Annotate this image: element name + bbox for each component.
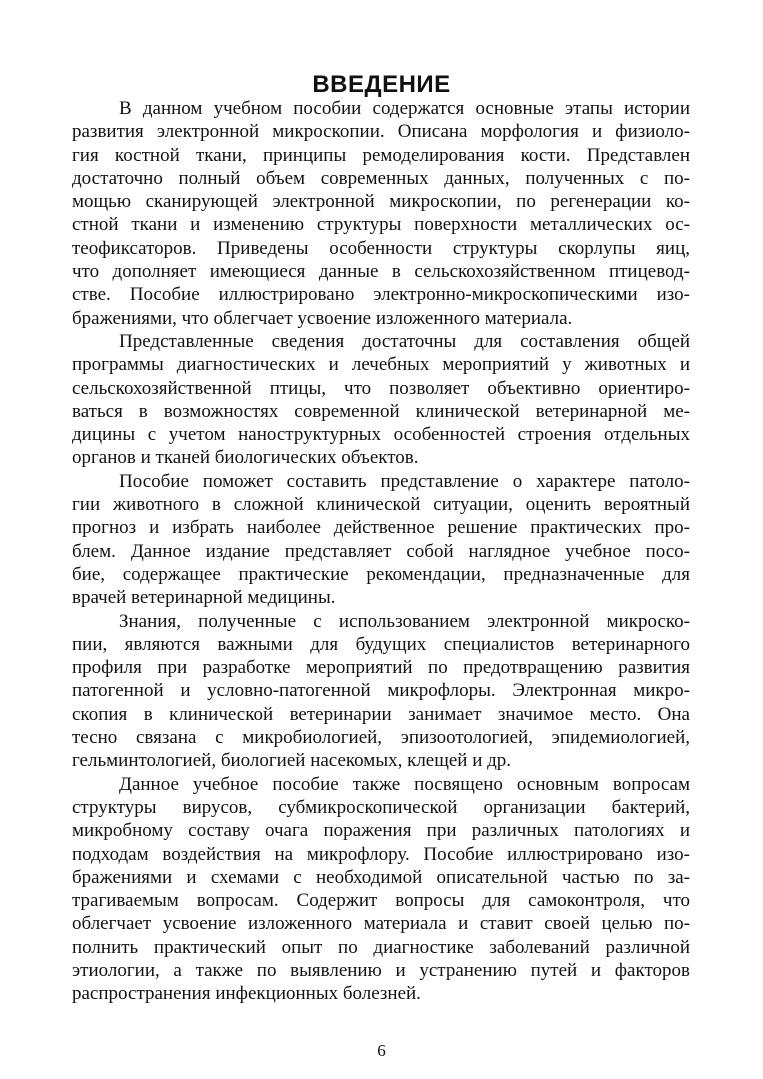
text-line: достаточно полный объем современных данных, полученных с по-: [72, 167, 690, 189]
text-line: Знания, полученные с использованием электронной микроско-: [119, 610, 690, 632]
text-line: бражениями, что облегчает усвоение изложенного материала.: [72, 307, 573, 329]
text-line: стной ткани и изменению структуры поверхности металлических ос-: [72, 214, 690, 236]
text-line: структуры вирусов, субмикроскопической организации бактерий,: [72, 796, 690, 818]
text-line: гельминтологией, биологией насекомых, клещей и др.: [72, 750, 512, 772]
text-line: патогенной и условно-патогенной микрофлоры. Электронная микро-: [72, 680, 690, 702]
page-number: 6: [377, 1041, 386, 1060]
text-line: программы диагностических и лечебных мероприятий у животных и: [72, 354, 690, 376]
text-line: пии, являются важными для будущих специалистов ветеринарного: [72, 633, 690, 655]
text-line: сельскохозяйственной птицы, что позволяет объективно ориентиро-: [72, 377, 690, 399]
page-title: ВВЕДЕНИЕ: [312, 71, 451, 99]
text-line: профиля при разработке мероприятий по предотвращению развития: [72, 657, 690, 679]
text-line: полнить практический опыт по диагностике заболеваний различной: [72, 936, 690, 958]
text-line: бражениями и схемами с необходимой описательной частью по за-: [72, 866, 690, 888]
text-line: что дополняет имеющиеся данные в сельскохозяйственном птицевод-: [72, 261, 690, 283]
paragraph-4: [72, 610, 690, 773]
text-line: прогноз и избрать наиболее действенное решение практических про-: [72, 517, 690, 539]
text-line: ваться в возможностях современной клинической ветеринарной ме-: [72, 400, 690, 422]
text-line: скопия в клинической ветеринарии занимает значимое место. Она: [72, 703, 690, 725]
text-line: гии животного в сложной клинической ситуации, оценить вероятный: [72, 494, 690, 516]
text-line: теофиксаторов. Приведены особенности структуры скорлупы яиц,: [72, 237, 690, 259]
text-line: В данном учебном пособии содержатся основные этапы истории: [119, 98, 690, 119]
text-line: тесно связана с микробиологией, эпизоотологией, эпидемиологией,: [72, 727, 690, 749]
text-line: микробному составу очага поражения при различных патологиях и: [72, 820, 690, 842]
paragraph-1: [72, 97, 690, 330]
text-line: мощью сканирующей электронной микроскопии, по регенерации ко-: [72, 191, 690, 213]
text-line: трагиваемым вопросам. Содержит вопросы для самоконтроля, что: [72, 890, 690, 912]
text-line: Данное учебное пособие также посвящено основным вопросам: [119, 773, 690, 795]
text-line: дицины с учетом наноструктурных особенностей строения отдельных: [72, 424, 690, 446]
text-line: бие, содержащее практические рекомендации, предназначенные для: [72, 563, 690, 585]
text-line: Пособие поможет составить представление о характере патоло-: [119, 470, 690, 492]
text-line: облегчает усвоение изложенного материала и ставит своей целью по-: [72, 913, 690, 935]
paragraph-5: [72, 773, 690, 1006]
paragraph-3: [72, 470, 690, 610]
text-line: гия костной ткани, принципы ремоделирования кости. Представлен: [72, 144, 690, 166]
text-line: развития электронной микроскопии. Описана морфология и физиоло-: [72, 121, 690, 143]
text-line: врачей ветеринарной медицины.: [72, 587, 336, 609]
paragraph-2: [72, 330, 690, 470]
body-text: [72, 97, 690, 1006]
text-line: распространения инфекционных болезней.: [72, 983, 421, 1005]
text-line: подходам воздействия на микрофлору. Пособие иллюстрировано изо-: [72, 843, 690, 865]
text-line: блем. Данное издание представляет собой наглядное учебное посо-: [72, 540, 690, 562]
text-line: стве. Пособие иллюстрировано электронно-микроскопическими изо-: [72, 284, 690, 306]
text-line: Представленные сведения достаточны для составления общей: [119, 330, 690, 352]
text-line: органов и тканей биологических объектов.: [72, 447, 419, 469]
text-line: этиологии, а также по выявлению и устранению путей и факторов: [72, 959, 690, 981]
